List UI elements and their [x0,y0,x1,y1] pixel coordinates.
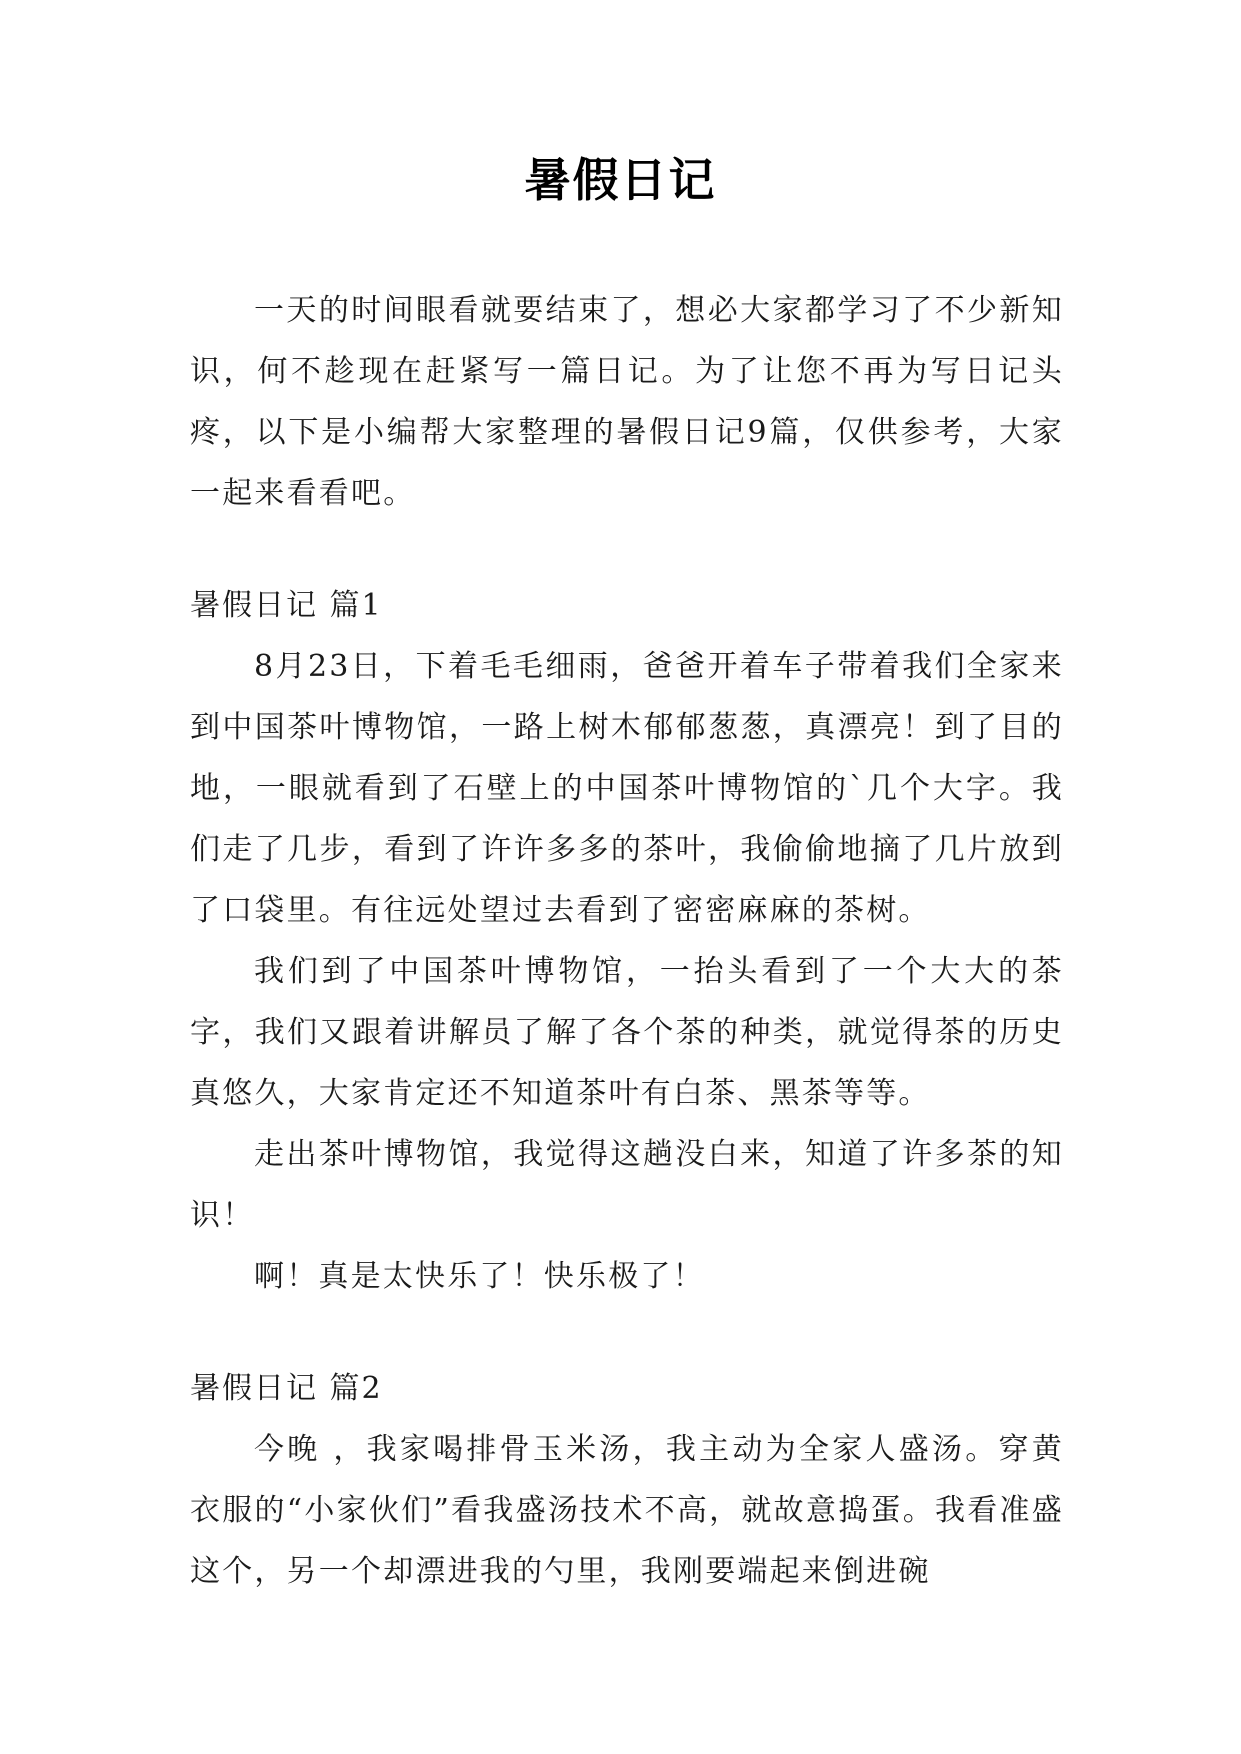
page-title: 暑假日记 [524,153,717,207]
entry-paragraph: 8月23日，下着毛毛细雨，爸爸开着车子带着我们全家来到中国茶叶博物馆，一路上树木郁郁葱葱，真漂亮！到了目的地，一眼就看到了石壁上的中国茶叶博物馆的`几个大字。我们走了几步，看到了许许多多的茶叶，我偷偷地摘了几片放到了口袋里。有往远处望过去看到了密密麻麻的茶树。 [190,649,1064,928]
section-spacer [190,524,1064,575]
entry-heading: 暑假日记 篇1 [190,588,383,623]
diary-entry-2 [190,1358,1064,1602]
diary-entry-1 [190,575,1064,1307]
entry-paragraph: 我们到了中国茶叶博物馆，一抬头看到了一个大大的茶字，我们又跟着讲解员了解了各个茶的种类，就觉得茶的历史真悠久，大家肯定还不知道茶叶有白茶、黑茶等等。 [190,954,1064,1111]
entry-heading: 暑假日记 篇2 [190,1371,383,1406]
entry-paragraph: 走出茶叶博物馆，我觉得这趟没白来，知道了许多茶的知识！ [190,1137,1064,1233]
section-spacer [190,1307,1064,1358]
entry-paragraph: 啊！真是太快乐了！快乐极了！ [254,1259,705,1294]
intro-paragraph: 一天的时间眼看就要结束了，想必大家都学习了不少新知识，何不趁现在赶紧写一篇日记。为了让您不再为写日记头疼，以下是小编帮大家整理的暑假日记9篇，仅供参考，大家一起来看看吧。 [190,293,1064,511]
document-body [190,280,1064,1602]
entry-paragraph: 今晚 ，我家喝排骨玉米汤，我主动为全家人盛汤。穿黄衣服的“小家伙们”看我盛汤技术不高，就故意捣蛋。我看准盛这个，另一个却漂进我的勺里，我刚要端起来倒进碗 [190,1432,1064,1589]
